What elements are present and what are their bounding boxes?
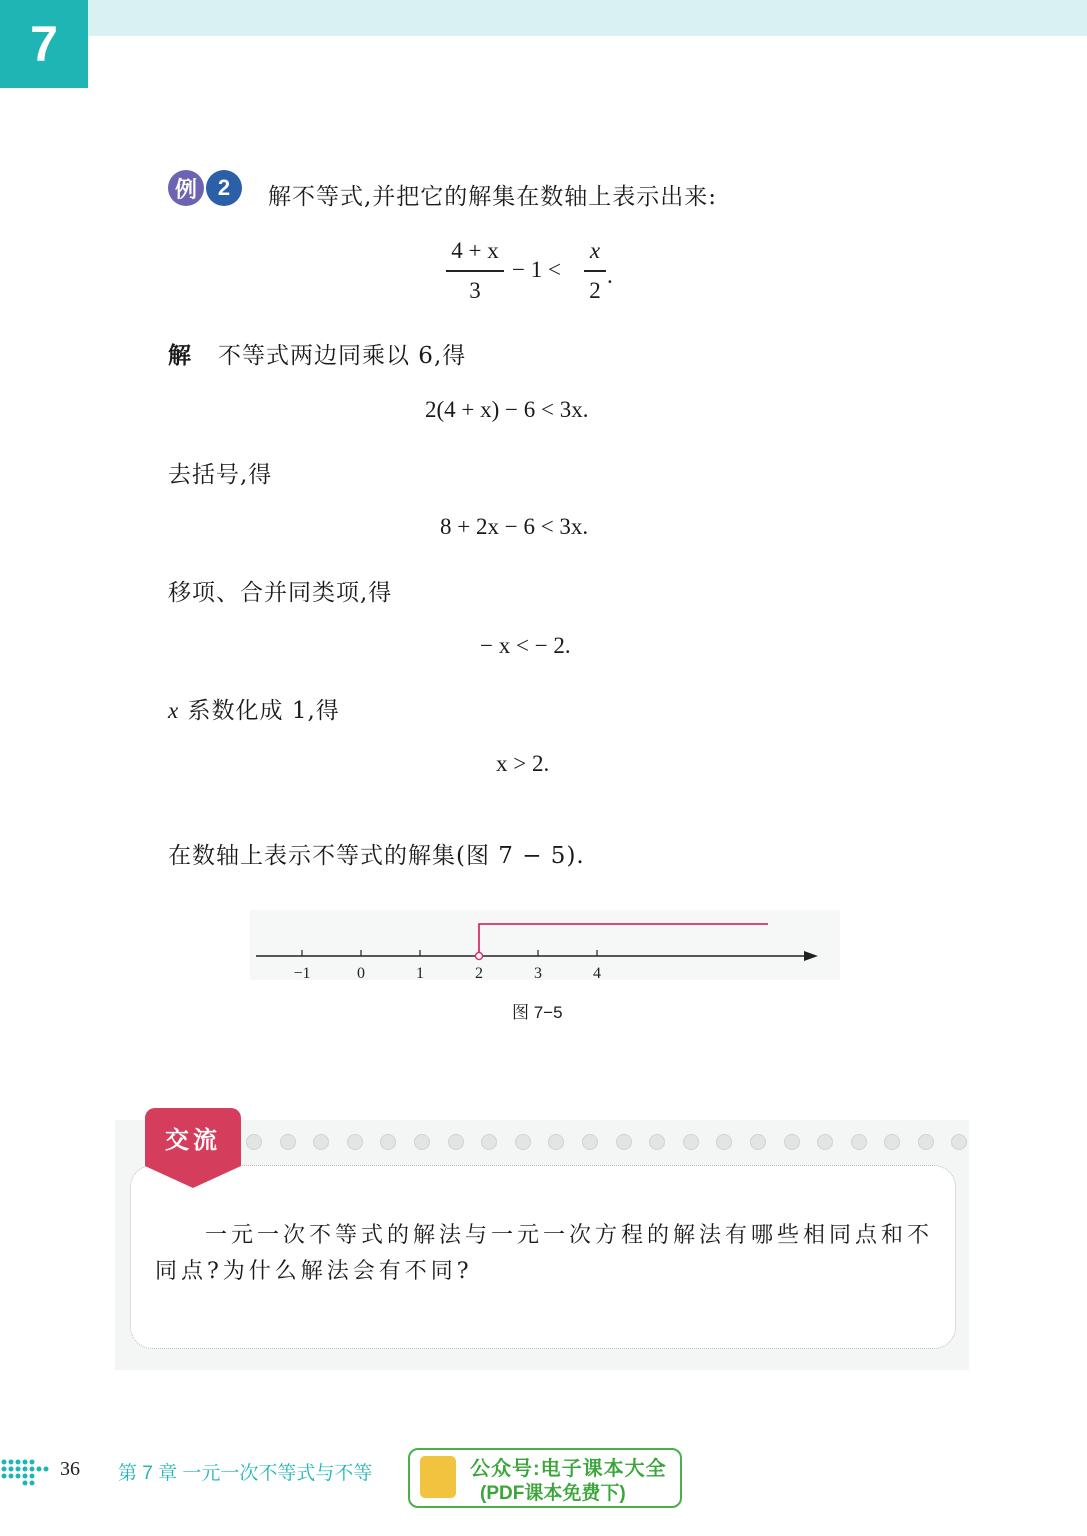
fraction-right (584, 238, 606, 304)
number-line-figure (250, 910, 840, 990)
equation-1: 2(4 + x) − 6 < 3x. (425, 397, 589, 422)
solution-step-4 (168, 692, 340, 725)
tick-label: 3 (534, 965, 542, 982)
decorative-dot (951, 1134, 967, 1150)
tick-label: −1 (293, 965, 311, 982)
decorative-dot (851, 1134, 867, 1150)
decorative-dot (884, 1134, 900, 1150)
equation-3: − x < − 2. (480, 633, 571, 658)
equation-4: x > 2. (496, 751, 550, 776)
step-4-variable: x (168, 698, 180, 723)
book-icon (420, 1456, 456, 1498)
solution-step-5: 在数轴上表示不等式的解集(图 7 − 5). (168, 843, 585, 869)
example-badge (168, 170, 242, 206)
decorative-dot (280, 1134, 296, 1150)
page-number: 36 (60, 1458, 80, 1480)
solution-step-3: 移项、合并同类项,得 (168, 580, 393, 606)
open-circle-endpoint (476, 953, 483, 960)
decorative-dot (582, 1134, 598, 1150)
decorative-dot (414, 1134, 430, 1150)
decorative-dot (548, 1134, 564, 1150)
decorative-dot (817, 1134, 833, 1150)
example-badge-number: 2 (206, 170, 242, 206)
fraction-left-denominator: 3 (469, 277, 481, 303)
decorative-dot (313, 1134, 329, 1150)
fraction-left-numerator: 4 + x (451, 238, 499, 263)
equation-2: 8 + 2x − 6 < 3x. (440, 514, 589, 539)
decorative-dot (347, 1134, 363, 1150)
decorative-dot (784, 1134, 800, 1150)
discussion-tab-pointer (145, 1166, 241, 1188)
decorative-dot (918, 1134, 934, 1150)
decorative-dot (515, 1134, 531, 1150)
decorative-dot (448, 1134, 464, 1150)
decorative-dot (716, 1134, 732, 1150)
discussion-text-body: 一元一次不等式的解法与一元一次方程的解法有哪些相同点和不同点?为什么解法会有不同? (155, 1223, 934, 1284)
decorative-dot (380, 1134, 396, 1150)
decorative-dots (246, 1134, 967, 1150)
decorative-dot (481, 1134, 497, 1150)
footer-dots-icon (0, 1456, 50, 1492)
inequality-middle: − 1 < (512, 257, 561, 282)
watermark-line-2: (PDF课本免费下) (480, 1483, 626, 1504)
inequality-period: . (607, 263, 613, 288)
decorative-dot (246, 1134, 262, 1150)
decorative-dot (649, 1134, 665, 1150)
figure-background (250, 910, 840, 980)
watermark-badge (408, 1448, 682, 1508)
solution-step-2: 去括号,得 (168, 462, 273, 488)
tick-label: 2 (475, 965, 483, 982)
footer-chapter-title: 第 7 章 一元一次不等式与不等 (118, 1463, 373, 1484)
discussion-title: 交流 (145, 1108, 241, 1166)
example-badge-char: 例 (168, 170, 204, 206)
watermark-line-1: 公众号:电子课本大全 (470, 1458, 667, 1480)
tick-label: 4 (593, 965, 601, 982)
fraction-right-numerator: x (589, 238, 601, 263)
top-band (88, 0, 1087, 36)
tick-label: 1 (416, 965, 424, 982)
solution-label: 解 (168, 343, 192, 369)
decorative-dot (683, 1134, 699, 1150)
discussion-text (155, 1218, 945, 1290)
step-4-text: 系数化成 1,得 (187, 698, 340, 724)
example-prompt: 解不等式,并把它的解集在数轴上表示出来: (268, 184, 718, 210)
figure-caption: 图 7−5 (512, 1003, 563, 1022)
fraction-right-denominator: 2 (589, 277, 601, 303)
fraction-left (446, 238, 504, 304)
solution-step-1: 不等式两边同乘以 6,得 (218, 343, 467, 369)
decorative-dot (750, 1134, 766, 1150)
decorative-dot (616, 1134, 632, 1150)
chapter-number-tab: 7 (0, 0, 88, 88)
tick-label: 0 (357, 965, 365, 982)
